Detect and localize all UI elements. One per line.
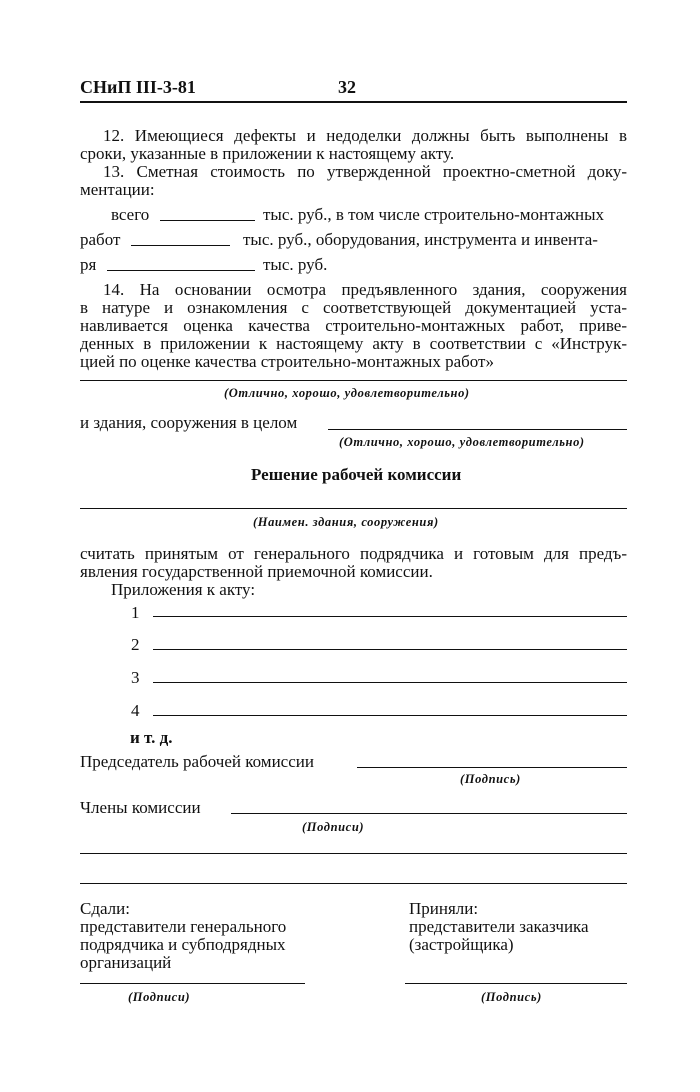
members-extra-line-2 <box>80 883 627 884</box>
total-blank <box>160 220 255 221</box>
inventory-blank <box>107 270 255 271</box>
accepted-signature-line <box>405 983 627 984</box>
attachment-number-3: 3 <box>131 668 140 687</box>
chairman-signature-caption: (Подпись) <box>460 772 521 786</box>
item-14-line-3: навливается оценка качества строительно-монтажных работ, приве- <box>80 316 627 335</box>
etc-label: и т. д. <box>130 728 173 747</box>
accepted-signature-caption: (Подпись) <box>481 990 542 1004</box>
overall-blank <box>328 429 627 430</box>
quality-blank <box>80 380 627 381</box>
attachment-number-2: 2 <box>131 635 140 654</box>
accepted-line-1: представители заказчика <box>409 917 589 936</box>
decision-line-2: явления государственной приемочной комиссии. <box>80 562 433 581</box>
decision-heading: Решение рабочей комиссии <box>251 465 462 484</box>
handed-signature-line <box>80 983 305 984</box>
item-14-line-4: денных в приложении к настоящему акту в соответствии с «Инструк- <box>80 334 627 353</box>
item-13-line-1: 13. Сметная стоимость по утвержденной проектно-сметной доку- <box>103 162 627 181</box>
members-signature-line <box>231 813 627 814</box>
attachment-number-1: 1 <box>131 603 140 622</box>
handed-line-1: представители генерального <box>80 917 287 936</box>
handed-signature-caption: (Подписи) <box>128 990 191 1004</box>
handed-title: Сдали: <box>80 899 130 918</box>
attachment-number-4: 4 <box>131 701 140 720</box>
works-blank <box>131 245 230 246</box>
works-suffix: тыс. руб., оборудования, инструмента и инвента- <box>243 230 598 249</box>
overall-label: и здания, сооружения в целом <box>80 413 298 432</box>
attachment-line-2 <box>153 649 627 650</box>
total-suffix: тыс. руб., в том числе строительно-монтажных <box>263 205 605 224</box>
decision-line-1: считать принятым от генерального подрядчика и готовым для предъ- <box>80 544 627 563</box>
total-label: всего <box>111 205 150 224</box>
item-14-line-5: цией по оценке качества строительно-монтажных работ» <box>80 352 494 371</box>
chairman-signature-line <box>357 767 627 768</box>
attachment-line-3 <box>153 682 627 683</box>
accepted-line-2: (застройщика) <box>409 935 514 954</box>
building-name-blank <box>80 508 627 509</box>
building-name-caption: (Наимен. здания, сооружения) <box>253 515 439 529</box>
quality-caption: (Отлично, хорошо, удовлетворительно) <box>224 386 470 400</box>
attachment-line-4 <box>153 715 627 716</box>
handed-line-3: организаций <box>80 953 172 972</box>
members-extra-line-1 <box>80 853 627 854</box>
attachments-label: Приложения к акту: <box>111 580 256 599</box>
item-12-line-2: сроки, указанные в приложении к настоящему акту. <box>80 144 455 163</box>
members-label: Члены комиссии <box>80 798 201 817</box>
inventory-suffix: тыс. руб. <box>263 255 328 274</box>
accepted-title: Приняли: <box>409 899 479 918</box>
page-number: 32 <box>338 77 356 97</box>
overall-caption: (Отлично, хорошо, удовлетворительно) <box>339 435 585 449</box>
works-label: работ <box>80 230 121 249</box>
item-13-line-2: ментации: <box>80 180 155 199</box>
members-signature-caption: (Подписи) <box>302 820 365 834</box>
header-rule <box>80 101 627 103</box>
document-code: СНиП III-3-81 <box>80 77 196 97</box>
item-14-line-1: 14. На основании осмотра предъявленного здания, сооружения <box>103 280 627 299</box>
inventory-label: ря <box>80 255 97 274</box>
item-12-line-1: 12. Имеющиеся дефекты и недоделки должны быть выполнены в <box>103 126 627 145</box>
item-14-line-2: в натуре и ознакомления с соответствующей документацией уста- <box>80 298 627 317</box>
chairman-label: Председатель рабочей комиссии <box>80 752 314 771</box>
attachment-line-1 <box>153 616 627 617</box>
handed-line-2: подрядчика и субподрядных <box>80 935 286 954</box>
